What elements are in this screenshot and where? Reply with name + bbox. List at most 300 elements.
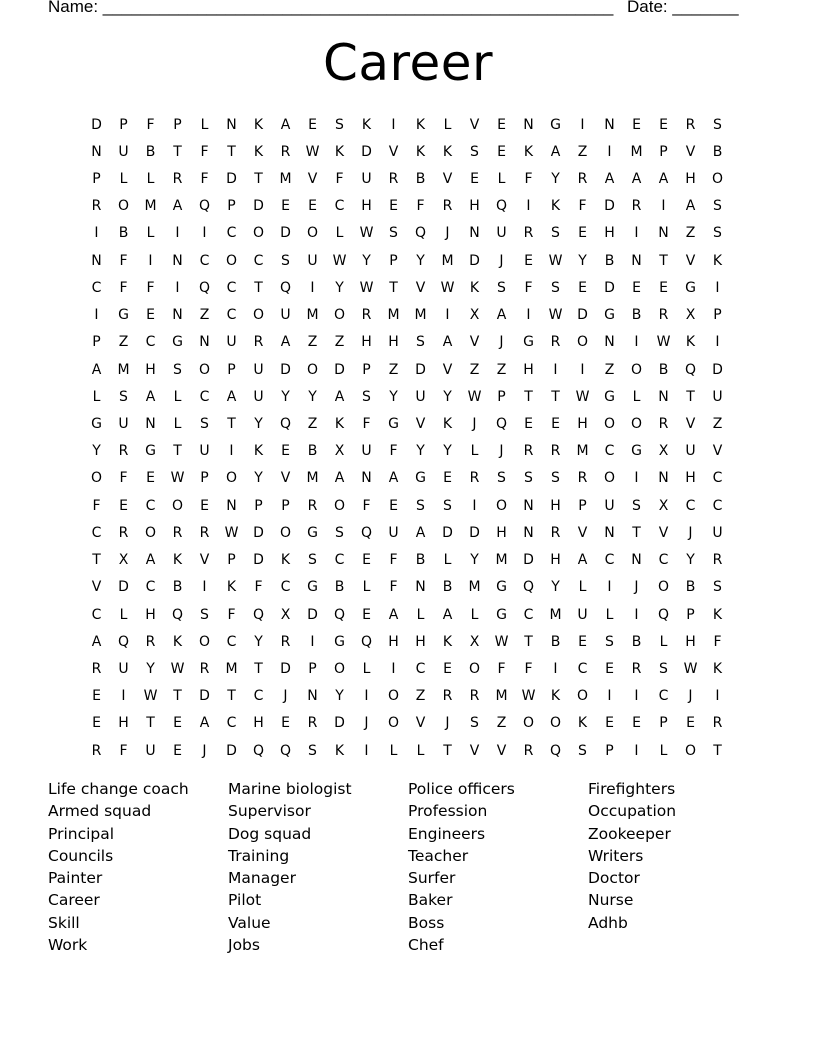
grid-cell: Z — [496, 715, 507, 732]
grid-cell: D — [712, 361, 723, 378]
grid-cell: O — [333, 307, 346, 324]
grid-cell: S — [578, 742, 587, 759]
word-column — [228, 778, 408, 956]
grid-cell: I — [634, 334, 639, 351]
grid-cell: N — [145, 416, 156, 433]
grid-cell: L — [632, 388, 641, 405]
grid-cell: V — [469, 116, 480, 133]
grid-cell: O — [630, 416, 643, 433]
grid-cell: Q — [117, 633, 130, 650]
grid-cell: X — [280, 606, 291, 623]
grid-cell: A — [91, 633, 102, 650]
grid-cell: S — [524, 470, 533, 487]
grid-cell: E — [362, 606, 371, 623]
grid-cell: V — [415, 416, 426, 433]
grid-cell: F — [389, 579, 398, 596]
grid-cell: H — [550, 552, 561, 569]
grid-cell: D — [91, 116, 102, 133]
grid-cell: W — [548, 307, 563, 324]
grid-cell: P — [281, 497, 290, 514]
grid-cell: E — [551, 416, 560, 433]
grid-cell: R — [523, 742, 534, 759]
grid-cell: O — [576, 334, 589, 351]
grid-cell: E — [92, 688, 101, 705]
grid-cell: V — [199, 552, 210, 569]
grid-cell: C — [253, 252, 264, 269]
grid-row — [83, 438, 731, 465]
grid-cell: P — [659, 143, 668, 160]
grid-cell: R — [199, 524, 210, 541]
grid-cell: F — [524, 279, 533, 296]
grid-cell: T — [551, 388, 560, 405]
grid-cell: K — [712, 660, 723, 677]
grid-cell: W — [359, 225, 374, 242]
grid-cell: O — [144, 524, 157, 541]
grid-cell: E — [200, 497, 209, 514]
grid-row — [83, 220, 731, 247]
grid-cell: K — [577, 715, 588, 732]
grid-cell: A — [334, 470, 345, 487]
grid-cell: J — [283, 688, 288, 705]
grid-cell: C — [253, 688, 264, 705]
grid-cell: M — [117, 361, 130, 378]
grid-cell: U — [577, 606, 588, 623]
grid-cell: Q — [252, 742, 265, 759]
grid-cell: A — [280, 116, 291, 133]
grid-cell: F — [497, 660, 506, 677]
grid-cell: L — [362, 579, 371, 596]
grid-cell: K — [280, 552, 291, 569]
word-item: Teacher — [408, 846, 469, 865]
word-item: Firefighters — [588, 780, 676, 798]
grid-cell: F — [416, 198, 425, 215]
word-item: Boss — [408, 913, 445, 932]
grid-cell: R — [307, 715, 318, 732]
word-list — [48, 778, 788, 956]
grid-cell: S — [389, 225, 398, 242]
grid-cell: N — [307, 688, 318, 705]
grid-cell: I — [715, 279, 720, 296]
grid-cell: E — [362, 552, 371, 569]
grid-cell: I — [634, 742, 639, 759]
grid-row — [83, 302, 731, 329]
grid-cell: T — [524, 633, 533, 650]
word-item: Engineers — [408, 824, 486, 843]
grid-cell: O — [630, 361, 643, 378]
grid-cell: T — [713, 742, 722, 759]
grid-cell: R — [658, 307, 669, 324]
grid-cell: V — [442, 361, 453, 378]
grid-cell: L — [659, 742, 668, 759]
grid-cell: O — [468, 660, 481, 677]
grid-cell: I — [229, 443, 234, 460]
grid-cell: S — [308, 742, 317, 759]
grid-cell: R — [685, 116, 696, 133]
grid-cell: M — [441, 252, 454, 269]
grid-cell: N — [523, 524, 534, 541]
grid-cell: M — [279, 171, 292, 188]
grid-cell: O — [576, 688, 589, 705]
grid-cell: R — [469, 688, 480, 705]
grid-cell: U — [307, 252, 318, 269]
grid-cell: D — [334, 361, 345, 378]
grid-cell: L — [497, 171, 506, 188]
grid-cell: O — [306, 225, 319, 242]
grid-cell: Z — [118, 334, 129, 351]
grid-cell: B — [145, 143, 156, 160]
grid-cell: H — [604, 225, 615, 242]
grid-cell: L — [119, 171, 128, 188]
grid-cell: S — [551, 470, 560, 487]
grid-row — [83, 574, 731, 601]
grid-cell: D — [253, 552, 264, 569]
grid-cell: R — [631, 660, 642, 677]
grid-cell: I — [580, 116, 585, 133]
grid-cell: G — [550, 116, 561, 133]
grid-cell: Z — [307, 416, 318, 433]
grid-cell: C — [685, 497, 696, 514]
grid-cell: D — [604, 198, 615, 215]
grid-cell: Z — [712, 416, 723, 433]
grid-cell: J — [499, 443, 504, 460]
grid-cell: H — [550, 497, 561, 514]
grid-cell: S — [632, 497, 641, 514]
grid-cell: V — [442, 171, 453, 188]
grid-cell: P — [686, 606, 695, 623]
grid-cell: Y — [254, 416, 263, 433]
grid-row — [83, 710, 731, 737]
grid-cell: B — [658, 361, 669, 378]
grid-cell: Y — [389, 388, 398, 405]
grid-cell: O — [603, 416, 616, 433]
grid-cell: K — [415, 116, 426, 133]
grid-cell: Z — [199, 307, 210, 324]
grid-cell: R — [118, 443, 129, 460]
grid-cell: E — [389, 497, 398, 514]
grid-cell: O — [225, 252, 238, 269]
grid-cell: W — [332, 252, 347, 269]
grid-cell: T — [632, 524, 641, 541]
grid-cell: I — [364, 688, 369, 705]
grid-cell: N — [658, 388, 669, 405]
grid-cell: T — [389, 279, 398, 296]
word-item: Career — [48, 891, 100, 910]
grid-cell: A — [334, 388, 345, 405]
grid-cell: E — [173, 742, 182, 759]
grid-cell: K — [334, 416, 345, 433]
grid-cell: L — [470, 606, 479, 623]
grid-cell: L — [335, 225, 344, 242]
grid-cell: F — [389, 552, 398, 569]
grid-cell: D — [469, 252, 480, 269]
grid-cell: R — [550, 524, 561, 541]
grid-cell: S — [308, 552, 317, 569]
grid-cell: S — [362, 388, 371, 405]
grid-cell: S — [335, 524, 344, 541]
grid-cell: C — [334, 552, 345, 569]
grid-cell: R — [658, 416, 669, 433]
grid-cell: L — [173, 388, 182, 405]
grid-cell: S — [119, 388, 128, 405]
grid-cell: W — [575, 388, 590, 405]
grid-cell: I — [553, 361, 558, 378]
grid-cell: C — [523, 606, 534, 623]
grid-cell: V — [280, 470, 291, 487]
grid-cell: R — [253, 334, 264, 351]
grid-cell: G — [496, 606, 507, 623]
grid-cell: T — [227, 416, 236, 433]
grid-cell: O — [603, 470, 616, 487]
grid-cell: P — [227, 552, 236, 569]
grid-cell: K — [712, 606, 723, 623]
grid-cell: C — [712, 497, 723, 514]
grid-cell: U — [496, 225, 507, 242]
grid-cell: X — [469, 633, 480, 650]
grid-cell: I — [607, 688, 612, 705]
grid-cell: U — [388, 524, 399, 541]
grid-cell: M — [576, 443, 589, 460]
grid-cell: L — [416, 606, 425, 623]
grid-cell: D — [280, 361, 291, 378]
grid-cell: C — [145, 334, 156, 351]
grid-cell: W — [170, 470, 185, 487]
grid-row — [83, 683, 731, 710]
grid-row — [83, 138, 731, 165]
grid-cell: E — [281, 715, 290, 732]
grid-cell: Z — [388, 361, 399, 378]
grid-cell: S — [200, 416, 209, 433]
grid-cell: B — [118, 225, 129, 242]
grid-cell: K — [253, 116, 264, 133]
grid-cell: J — [445, 225, 450, 242]
grid-cell: V — [496, 742, 507, 759]
grid-cell: L — [659, 633, 668, 650]
grid-cell: U — [253, 388, 264, 405]
grid-cell: E — [146, 307, 155, 324]
grid-cell: T — [227, 143, 236, 160]
grid-cell: V — [658, 524, 669, 541]
grid-cell: M — [306, 470, 319, 487]
grid-cell: Y — [281, 388, 290, 405]
grid-cell: A — [415, 524, 426, 541]
grid-row — [83, 274, 731, 301]
grid-cell: X — [469, 307, 480, 324]
grid-cell: N — [604, 334, 615, 351]
grid-cell: Q — [522, 579, 535, 596]
grid-cell: D — [442, 524, 453, 541]
grid-cell: I — [580, 361, 585, 378]
grid-cell: J — [499, 252, 504, 269]
grid-cell: E — [119, 497, 128, 514]
grid-cell: A — [172, 198, 183, 215]
grid-cell: G — [685, 279, 696, 296]
grid-cell: Y — [335, 688, 344, 705]
grid-cell: A — [199, 715, 210, 732]
grid-cell: N — [415, 579, 426, 596]
grid-cell: D — [253, 198, 264, 215]
grid-cell: D — [334, 715, 345, 732]
grid-cell: B — [631, 633, 642, 650]
grid-cell: Q — [360, 524, 373, 541]
grid-cell: Q — [360, 633, 373, 650]
grid-cell: X — [685, 307, 696, 324]
grid-cell: A — [145, 552, 156, 569]
grid-cell: U — [253, 361, 264, 378]
grid-cell: V — [469, 334, 480, 351]
grid-cell: H — [361, 198, 372, 215]
grid-cell: I — [715, 688, 720, 705]
grid-cell: W — [359, 279, 374, 296]
grid-cell: C — [712, 470, 723, 487]
grid-cell: T — [659, 252, 668, 269]
grid-cell: W — [494, 633, 509, 650]
grid-cell: Y — [335, 279, 344, 296]
grid-cell: W — [656, 334, 671, 351]
grid-cell: H — [118, 715, 129, 732]
grid-cell: G — [523, 334, 534, 351]
grid-cell: O — [306, 361, 319, 378]
grid-cell: T — [173, 688, 182, 705]
grid-cell: Y — [362, 252, 371, 269]
grid-cell: S — [713, 198, 722, 215]
grid-cell: C — [658, 688, 669, 705]
grid-cell: F — [119, 470, 128, 487]
grid-cell: H — [415, 633, 426, 650]
grid-cell: L — [173, 416, 182, 433]
grid-cell: R — [550, 334, 561, 351]
grid-cell: R — [469, 470, 480, 487]
grid-cell: O — [657, 579, 670, 596]
word-item: Dog squad — [228, 824, 312, 843]
grid-cell: D — [307, 606, 318, 623]
word-column — [408, 778, 588, 956]
grid-cell: A — [685, 198, 696, 215]
grid-cell: F — [200, 143, 209, 160]
grid-cell: M — [306, 307, 319, 324]
grid-cell: I — [310, 279, 315, 296]
name-line: Name: ______________________________________________________ — [48, 0, 614, 16]
grid-cell: I — [202, 225, 207, 242]
grid-cell: W — [548, 252, 563, 269]
grid-cell: F — [578, 198, 587, 215]
grid-cell: A — [577, 552, 588, 569]
grid-cell: S — [497, 470, 506, 487]
grid-cell: D — [415, 361, 426, 378]
grid-cell: M — [144, 198, 157, 215]
grid-cell: W — [170, 660, 185, 677]
grid-cell: N — [658, 225, 669, 242]
grid-cell: D — [253, 524, 264, 541]
grid-cell: E — [497, 116, 506, 133]
grid-cell: B — [712, 143, 723, 160]
grid-cell: E — [281, 198, 290, 215]
grid-cell: E — [632, 715, 641, 732]
grid-cell: F — [146, 279, 155, 296]
grid-cell: F — [200, 171, 209, 188]
grid-cell: C — [280, 579, 291, 596]
grid-cell: D — [280, 225, 291, 242]
grid-cell: W — [224, 524, 239, 541]
grid-cell: U — [118, 416, 129, 433]
grid-cell: Z — [334, 334, 345, 351]
grid-row — [83, 519, 731, 546]
grid-cell: A — [280, 334, 291, 351]
grid-row — [83, 111, 731, 138]
grid-cell: H — [685, 171, 696, 188]
grid-cell: K — [361, 116, 372, 133]
grid-cell: C — [91, 606, 102, 623]
grid-cell: U — [712, 524, 723, 541]
grid-cell: A — [658, 171, 669, 188]
grid-cell: T — [173, 443, 182, 460]
grid-cell: E — [281, 443, 290, 460]
grid-cell: I — [634, 688, 639, 705]
grid-cell: F — [524, 660, 533, 677]
grid-cell: R — [631, 198, 642, 215]
grid-cell: N — [604, 524, 615, 541]
grid-row — [83, 193, 731, 220]
grid-cell: H — [496, 524, 507, 541]
grid-cell: S — [659, 660, 668, 677]
grid-cell: C — [145, 497, 156, 514]
grid-cell: K — [253, 143, 264, 160]
word-item: Skill — [48, 913, 80, 932]
grid-cell: H — [577, 416, 588, 433]
grid-cell: S — [335, 116, 344, 133]
grid-cell: S — [497, 279, 506, 296]
grid-cell: Y — [308, 388, 317, 405]
grid-cell: N — [172, 307, 183, 324]
grid-cell: I — [94, 307, 99, 324]
grid-cell: Q — [549, 742, 562, 759]
grid-cell: I — [175, 279, 180, 296]
grid-cell: F — [713, 633, 722, 650]
grid-cell: Q — [279, 742, 292, 759]
grid-cell: J — [688, 688, 693, 705]
grid-cell: C — [226, 633, 237, 650]
grid-cell: K — [523, 143, 534, 160]
grid-cell: E — [497, 143, 506, 160]
grid-cell: W — [467, 388, 482, 405]
grid-cell: R — [712, 552, 723, 569]
grid-cell: R — [91, 742, 102, 759]
grid-cell: G — [172, 334, 183, 351]
word-item: Police officers — [408, 780, 515, 798]
grid-cell: I — [634, 606, 639, 623]
grid-cell: Y — [551, 171, 560, 188]
grid-cell: F — [119, 742, 128, 759]
grid-cell: C — [604, 443, 615, 460]
grid-cell: E — [92, 715, 101, 732]
grid-cell: G — [91, 416, 102, 433]
grid-cell: I — [175, 225, 180, 242]
grid-cell: S — [551, 225, 560, 242]
grid-cell: O — [252, 307, 265, 324]
grid-cell: I — [148, 252, 153, 269]
grid-cell: G — [631, 443, 642, 460]
grid-cell: N — [91, 143, 102, 160]
grid-cell: B — [550, 633, 561, 650]
grid-cell: I — [634, 470, 639, 487]
grid-cell: U — [118, 143, 129, 160]
grid-cell: H — [253, 715, 264, 732]
grid-cell: S — [416, 497, 425, 514]
grid-cell: P — [362, 361, 371, 378]
grid-cell: P — [578, 497, 587, 514]
grid-cell: I — [364, 742, 369, 759]
grid-cell: Q — [414, 225, 427, 242]
grid-cell: O — [387, 688, 400, 705]
